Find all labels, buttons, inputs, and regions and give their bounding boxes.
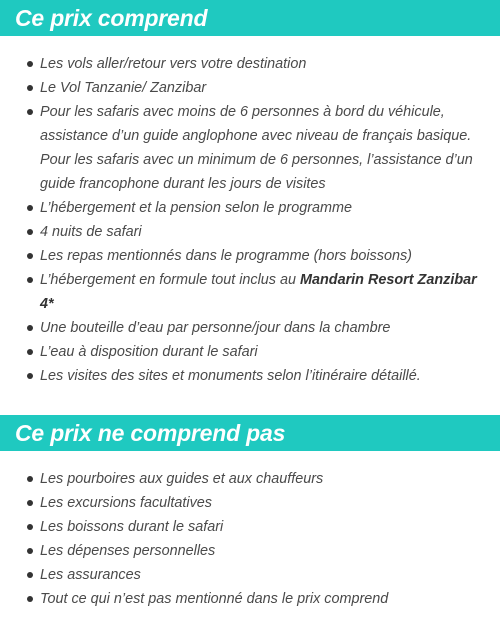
list-item: L’hébergement et la pension selon le programme	[40, 196, 492, 220]
list-item	[40, 268, 492, 316]
list-item: Les pourboires aux guides et aux chauffeurs	[40, 467, 492, 491]
list-item: L’eau à disposition durant le safari	[40, 340, 492, 364]
included-list	[0, 36, 500, 388]
excluded-section	[0, 415, 500, 628]
list-item: Une bouteille d’eau par personne/jour dans la chambre	[40, 316, 492, 340]
list-item: Les repas mentionnés dans le programme (hors boissons)	[40, 244, 492, 268]
list-item: Les boissons durant le safari	[40, 515, 492, 539]
excluded-title: Ce prix ne comprend pas	[0, 415, 500, 451]
list-item-text: L’hébergement en formule tout inclus au	[40, 272, 300, 288]
hotel-name: Mandarin Resort Zanzibar 4*	[40, 272, 477, 312]
list-item: Les visites des sites et monuments selon l’itinéraire détaillé.	[40, 364, 492, 388]
list-item: Les assurances	[40, 563, 492, 587]
list-item: Tout ce qui n’est pas mentionné dans le prix comprend	[40, 587, 492, 611]
list-item: Pour les safaris avec moins de 6 personnes à bord du véhicule, assistance d’un guide anglophone avec niveau de français basique. Pour les safaris avec un minimum de 6 personnes, l’assistance d’un guide francophone durant les jours de visites	[40, 100, 492, 196]
excluded-list	[0, 451, 500, 611]
list-item: 4 nuits de safari	[40, 220, 492, 244]
list-item: Le Vol Tanzanie/ Zanzibar	[40, 76, 492, 100]
list-item: Les excursions facultatives	[40, 491, 492, 515]
included-title: Ce prix comprend	[0, 0, 500, 36]
list-item: Les vols aller/retour vers votre destination	[40, 52, 492, 76]
list-item: Les dépenses personnelles	[40, 539, 492, 563]
